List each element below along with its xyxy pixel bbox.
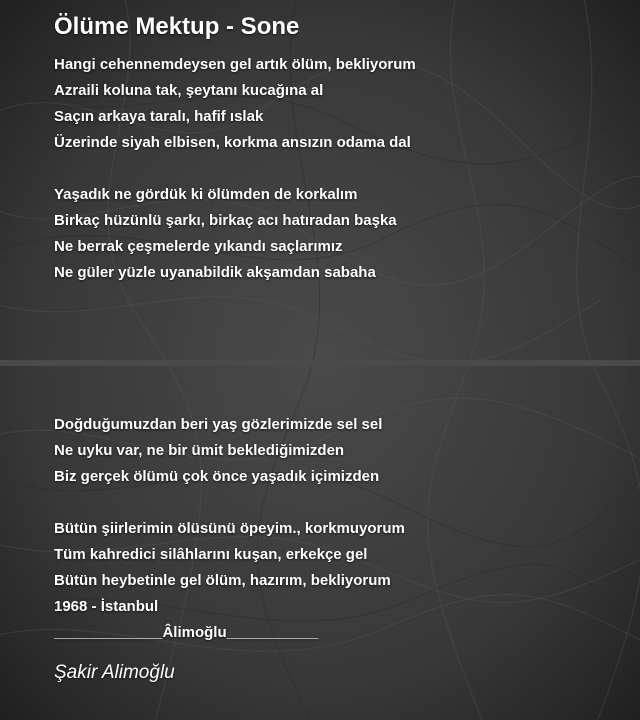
poem-line: Tüm kahredici silâhlarını kuşan, erkekçe gel	[54, 546, 368, 563]
poem-line: Yaşadık ne gördük ki ölümden de korkalım	[54, 186, 358, 203]
poem-line: Ne uyku var, ne bir ümit beklediğimizden	[54, 442, 345, 459]
poem-line: Biz gerçek ölümü çok önce yaşadık içimizden	[54, 468, 380, 485]
poem-signature-line: _____________Âlimoğlu___________	[54, 624, 319, 641]
poem-title: Ölüme Mektup - Sone	[54, 13, 300, 40]
poem-line: Üzerinde siyah elbisen, korkma ansızın odama dal	[54, 134, 411, 151]
poem-line: Bütün şiirlerimin ölüsünü öpeyim., korkmuyorum	[54, 520, 405, 537]
poem-line: Birkaç hüzünlü şarkı, birkaç acı hatıradan başka	[54, 212, 397, 229]
poem-line: Doğduğumuzdan beri yaş gözlerimizde sel sel	[54, 416, 383, 433]
poem-line: Saçın arkaya taralı, hafif ıslak	[54, 108, 264, 125]
poem-line: Ne güler yüzle uyanabildik akşamdan sabaha	[54, 264, 376, 281]
poem-author: Şakir Alimoğlu	[54, 662, 175, 683]
poem-line: Ne berrak çeşmelerde yıkandı saçlarımız	[54, 238, 343, 255]
poem-line: Bütün heybetinle gel ölüm, hazırım, bekliyorum	[54, 572, 391, 589]
poem-line: Hangi cehennemdeysen gel artık ölüm, bekliyorum	[54, 56, 416, 73]
poem-line: Azraili koluna tak, şeytanı kucağına al	[54, 82, 324, 99]
poem-date-line: 1968 - İstanbul	[54, 598, 159, 615]
